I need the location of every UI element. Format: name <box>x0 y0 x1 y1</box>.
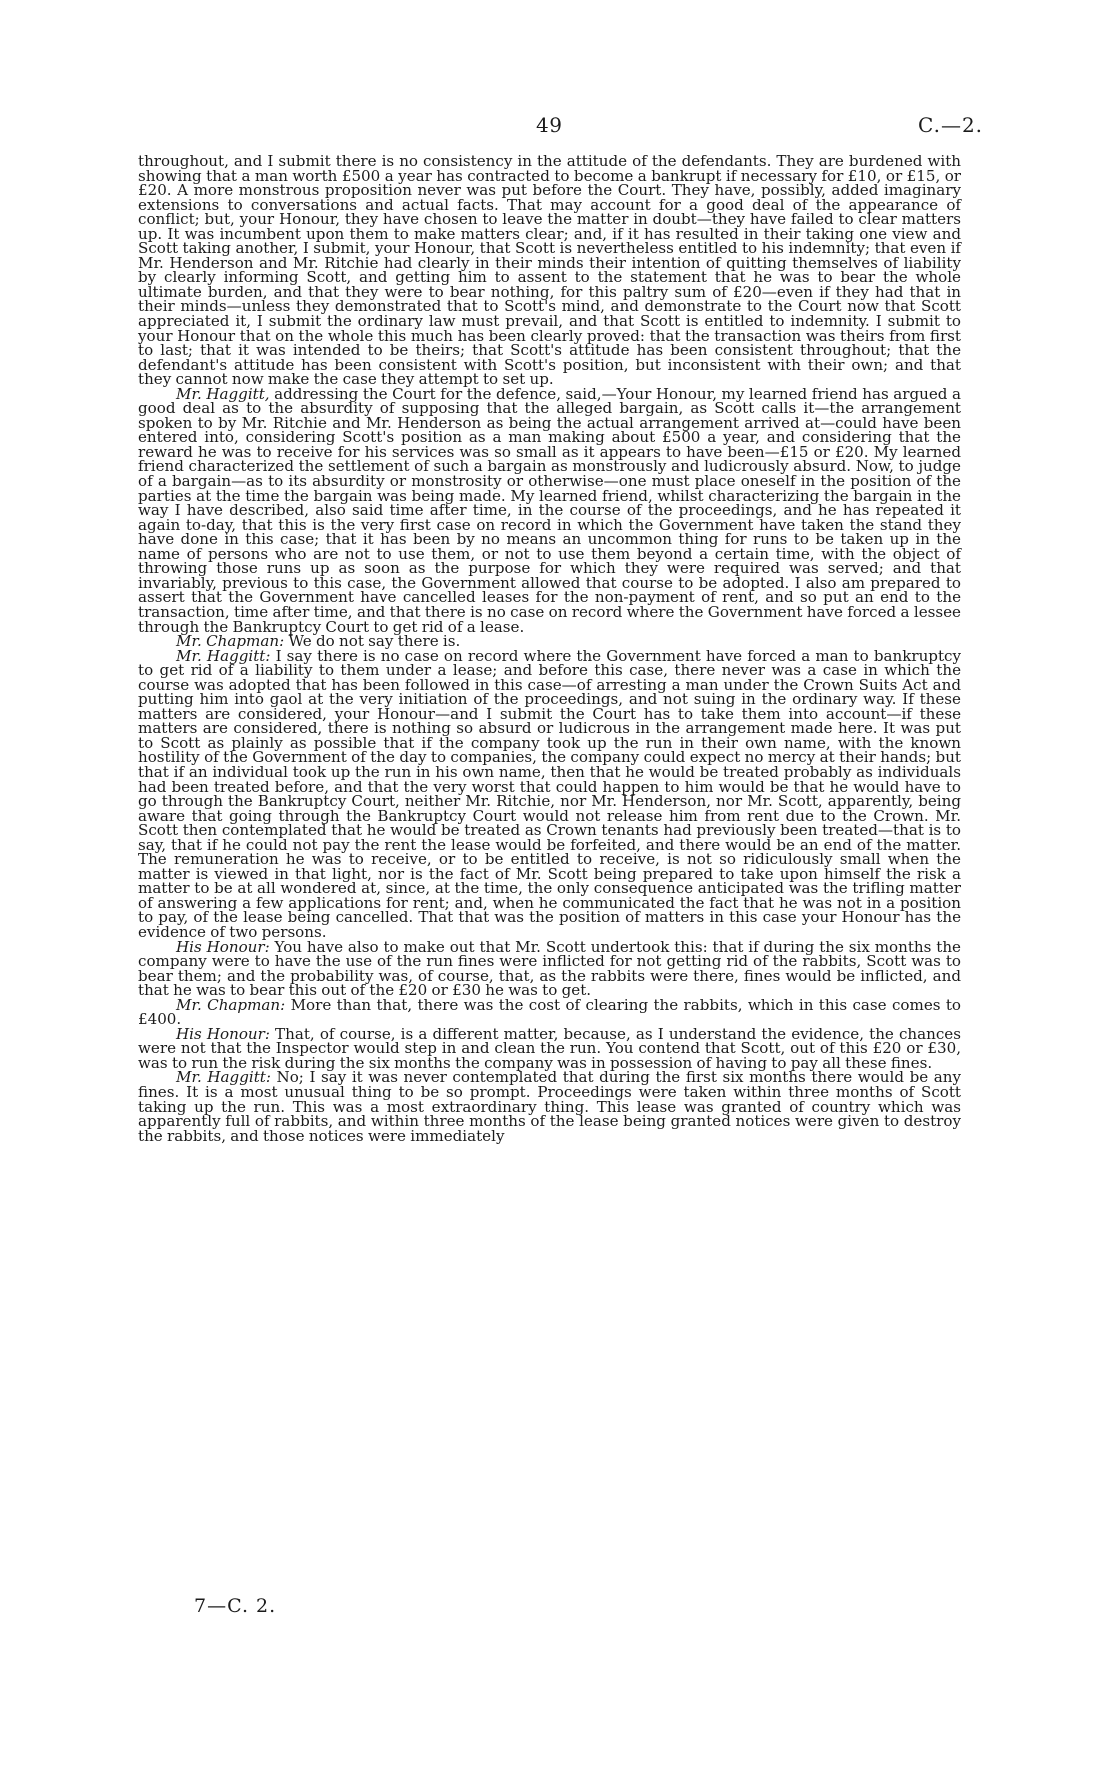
body-text <box>138 154 961 1143</box>
paragraph <box>138 646 961 941</box>
printer-signature: 7—C. 2. <box>194 1595 277 1617</box>
paragraph <box>138 154 961 387</box>
paragraph-text: We do not say there is. <box>284 632 461 651</box>
paragraph-text: You have also to make out that Mr. Scott undertook this: that if during the six months the company were to have the use of the run fines were inflicted for not getting rid of the rabbits, Scott was to bear them; and the probability was, of course, that, as the rabbits were there, fines would be inflicted, and that he was to bear this out of the £20 or £30 he was to get. <box>138 937 961 1000</box>
paragraph-text: More than that, there was the cost of clearing the rabbits, which in this case comes to £400. <box>138 995 961 1029</box>
speaker-name: Mr. Chapman: <box>176 995 286 1014</box>
paragraph-text: No; I say it was never contemplated that during the first six months there would be any fines. It is a most unusual thing to be so prompt. Proceedings were taken within three months of Scott taking up the run. This was a most extraordinary thing. This lease was granted of country which was apparently full of rabbits, and within three months of the lease being granted notices were given to destroy the rabbits, and those notices were immediately <box>138 1068 962 1145</box>
speaker-name: Mr. Haggitt: <box>176 646 271 665</box>
paragraph-text: throughout, and I submit there is no consistency in the attitude of the defendants. They are burdened with showing that a man worth £500 a year has contracted to become a bankrupt if necessary for £10, or £15, or £20. A more monstrous proposition never was put before the Court. They have, possibly, added imaginary extensions to conversations and actual facts. That may account for a good deal of the appearance of conflict; but, your Honour, they have chosen to leave the matter in doubt—they have failed to clear matters up. It was incumbent upon them to make matters clear; and, if it has resulted in their taking one view and Scott taking another, I submit, your Honour, that Scott is nevertheless entitled to his indemnity; that even if Mr. Henderson and Mr. Ritchie had clearly in their minds their intention of quitting themselves of liability by clearly informing Scott, and getting him to assent to the statement that he was to bear the whole ultimate burden, and that they were to bear nothing, for this paltry sum of £20—even if they had that in their minds—unless they demonstrated that to Scott's mind, and demonstrate to the Court now that Scott appreciated it, I submit the ordinary law must prevail, and that Scott is entitled to indemnity. I submit to your Honour that on the whole this much has been clearly proved: that the transaction was theirs from first to last; that it was intended to be theirs; that Scott's attitude has been consistent throughout; that the defendant's attitude has been consistent with Scott's position, but inconsistent with their own; and that they cannot now make the case they attempt to set up. <box>138 152 961 389</box>
paragraph-text: addressing the Court for the defence, said,—Your Honour, my learned friend has argued a good deal as to the absurdity of supposing that the alleged bargain, as Scott calls it—the arrangement spoken to by Mr. Ritchie and Mr. Henderson as being the actual arrangement arrived at—could have been entered into, considering Scott's position as a man making about £500 a year, and considering that the reward he was to receive for his services was so small as it appears to have been—£15 or £20. My learned friend characterized the settlement of such a bargain as monstrously and ludicrously absurd. Now, to judge of a bargain—as to its absurdity or monstrosity or otherwise—one must place oneself in the position of the parties at the time the bargain was being made. My learned friend, whilst characterizing the bargain in the way I have described, also said time after time, in the course of the proceedings, and he has repeated it again to-day, that this is the very first case on record in which the Government have taken the stand they have done in this case; that it has been by no means an uncommon thing for runs to be taken up in the name of persons who are not to use them, or not to use them beyond a certain time, with the object of throwing those runs up as soon as the purpose for which they were required was served; and that invariably, previous to this case, the Government allowed that course to be adopted. I also am prepared to assert that the Government have cancelled leases for the non-payment of rent, and so put an end to the transaction, time after time, and that there is no case on record where the Government have forced a lessee through the Bankruptcy Court to get rid of a lease. <box>138 384 961 636</box>
speaker-name: Mr. Haggitt, <box>176 384 270 403</box>
page-number: 49 <box>536 113 563 137</box>
paragraph-text: I say there is no case on record where the Government have forced a man to bankruptcy to get rid of a liability to them under a lease; and before this case, there never was a case in which the course was adopted that has been followed in this case—of arresting a man under the Crown Suits Act and putting him into gaol at the very initiation of the proceedings, and not suing in the ordinary way. If these matters are considered, your Honour—and I submit the Court has to take them into account—if these matters are considered, there is nothing so absurd or ludicrous in the arrangement made here. It was put to Scott as plainly as possible that if the company took up the run in their own name, with the known hostility of the Government of the day to companies, the company could expect no mercy at their hands; but that if an individual took up the run in his own name, then that he would be treated probably as individuals had been treated before, and that the very worst that could happen to him would be that he would have to go through the Bankruptcy Court, neither Mr. Ritchie, nor Mr. Henderson, nor Mr. Scott, apparently, being aware that going through the Bankruptcy Court would not release him from rent due to the Crown. Mr. Scott then contemplated that he would be treated as Crown tenants had previously been treated—that is to say, that if he could not pay the rent the lease would be forfeited, and there would be an end of the matter. The remuneration he was to receive, or to be entitled to receive, is not so ridiculously small when the matter is viewed in that light, nor is the fact of Mr. Scott being prepared to take upon himself the risk a matter to be at all wondered at, since, at the time, the only consequence anticipated was the trifling matter of answering a few applications for rent; and, when he communicated the fact that he was not in a position to pay, of the lease being cancelled. That that was the position of matters in this case your Honour has the evidence of two persons. <box>138 646 961 941</box>
paragraph <box>138 937 961 1000</box>
speaker-name: His Honour: <box>176 937 270 956</box>
speaker-name: Mr. Haggitt: <box>176 1068 271 1087</box>
paragraph-text: That, of course, is a different matter, because, as I understand the evidence, the chances were not that the Inspector would step in and clean the run. You contend that Scott, out of this £20 or £30, was to run the risk during the six months the company was in possession of having to pay all these fines. <box>138 1024 961 1072</box>
paragraph <box>138 995 961 1029</box>
document-reference: C.—2. <box>918 113 984 137</box>
paragraph <box>138 1024 961 1072</box>
paragraph <box>138 1070 961 1143</box>
paragraph <box>138 384 961 636</box>
speaker-name: Mr. Chapman: <box>176 632 285 651</box>
speaker-name: His Honour: <box>176 1024 270 1043</box>
